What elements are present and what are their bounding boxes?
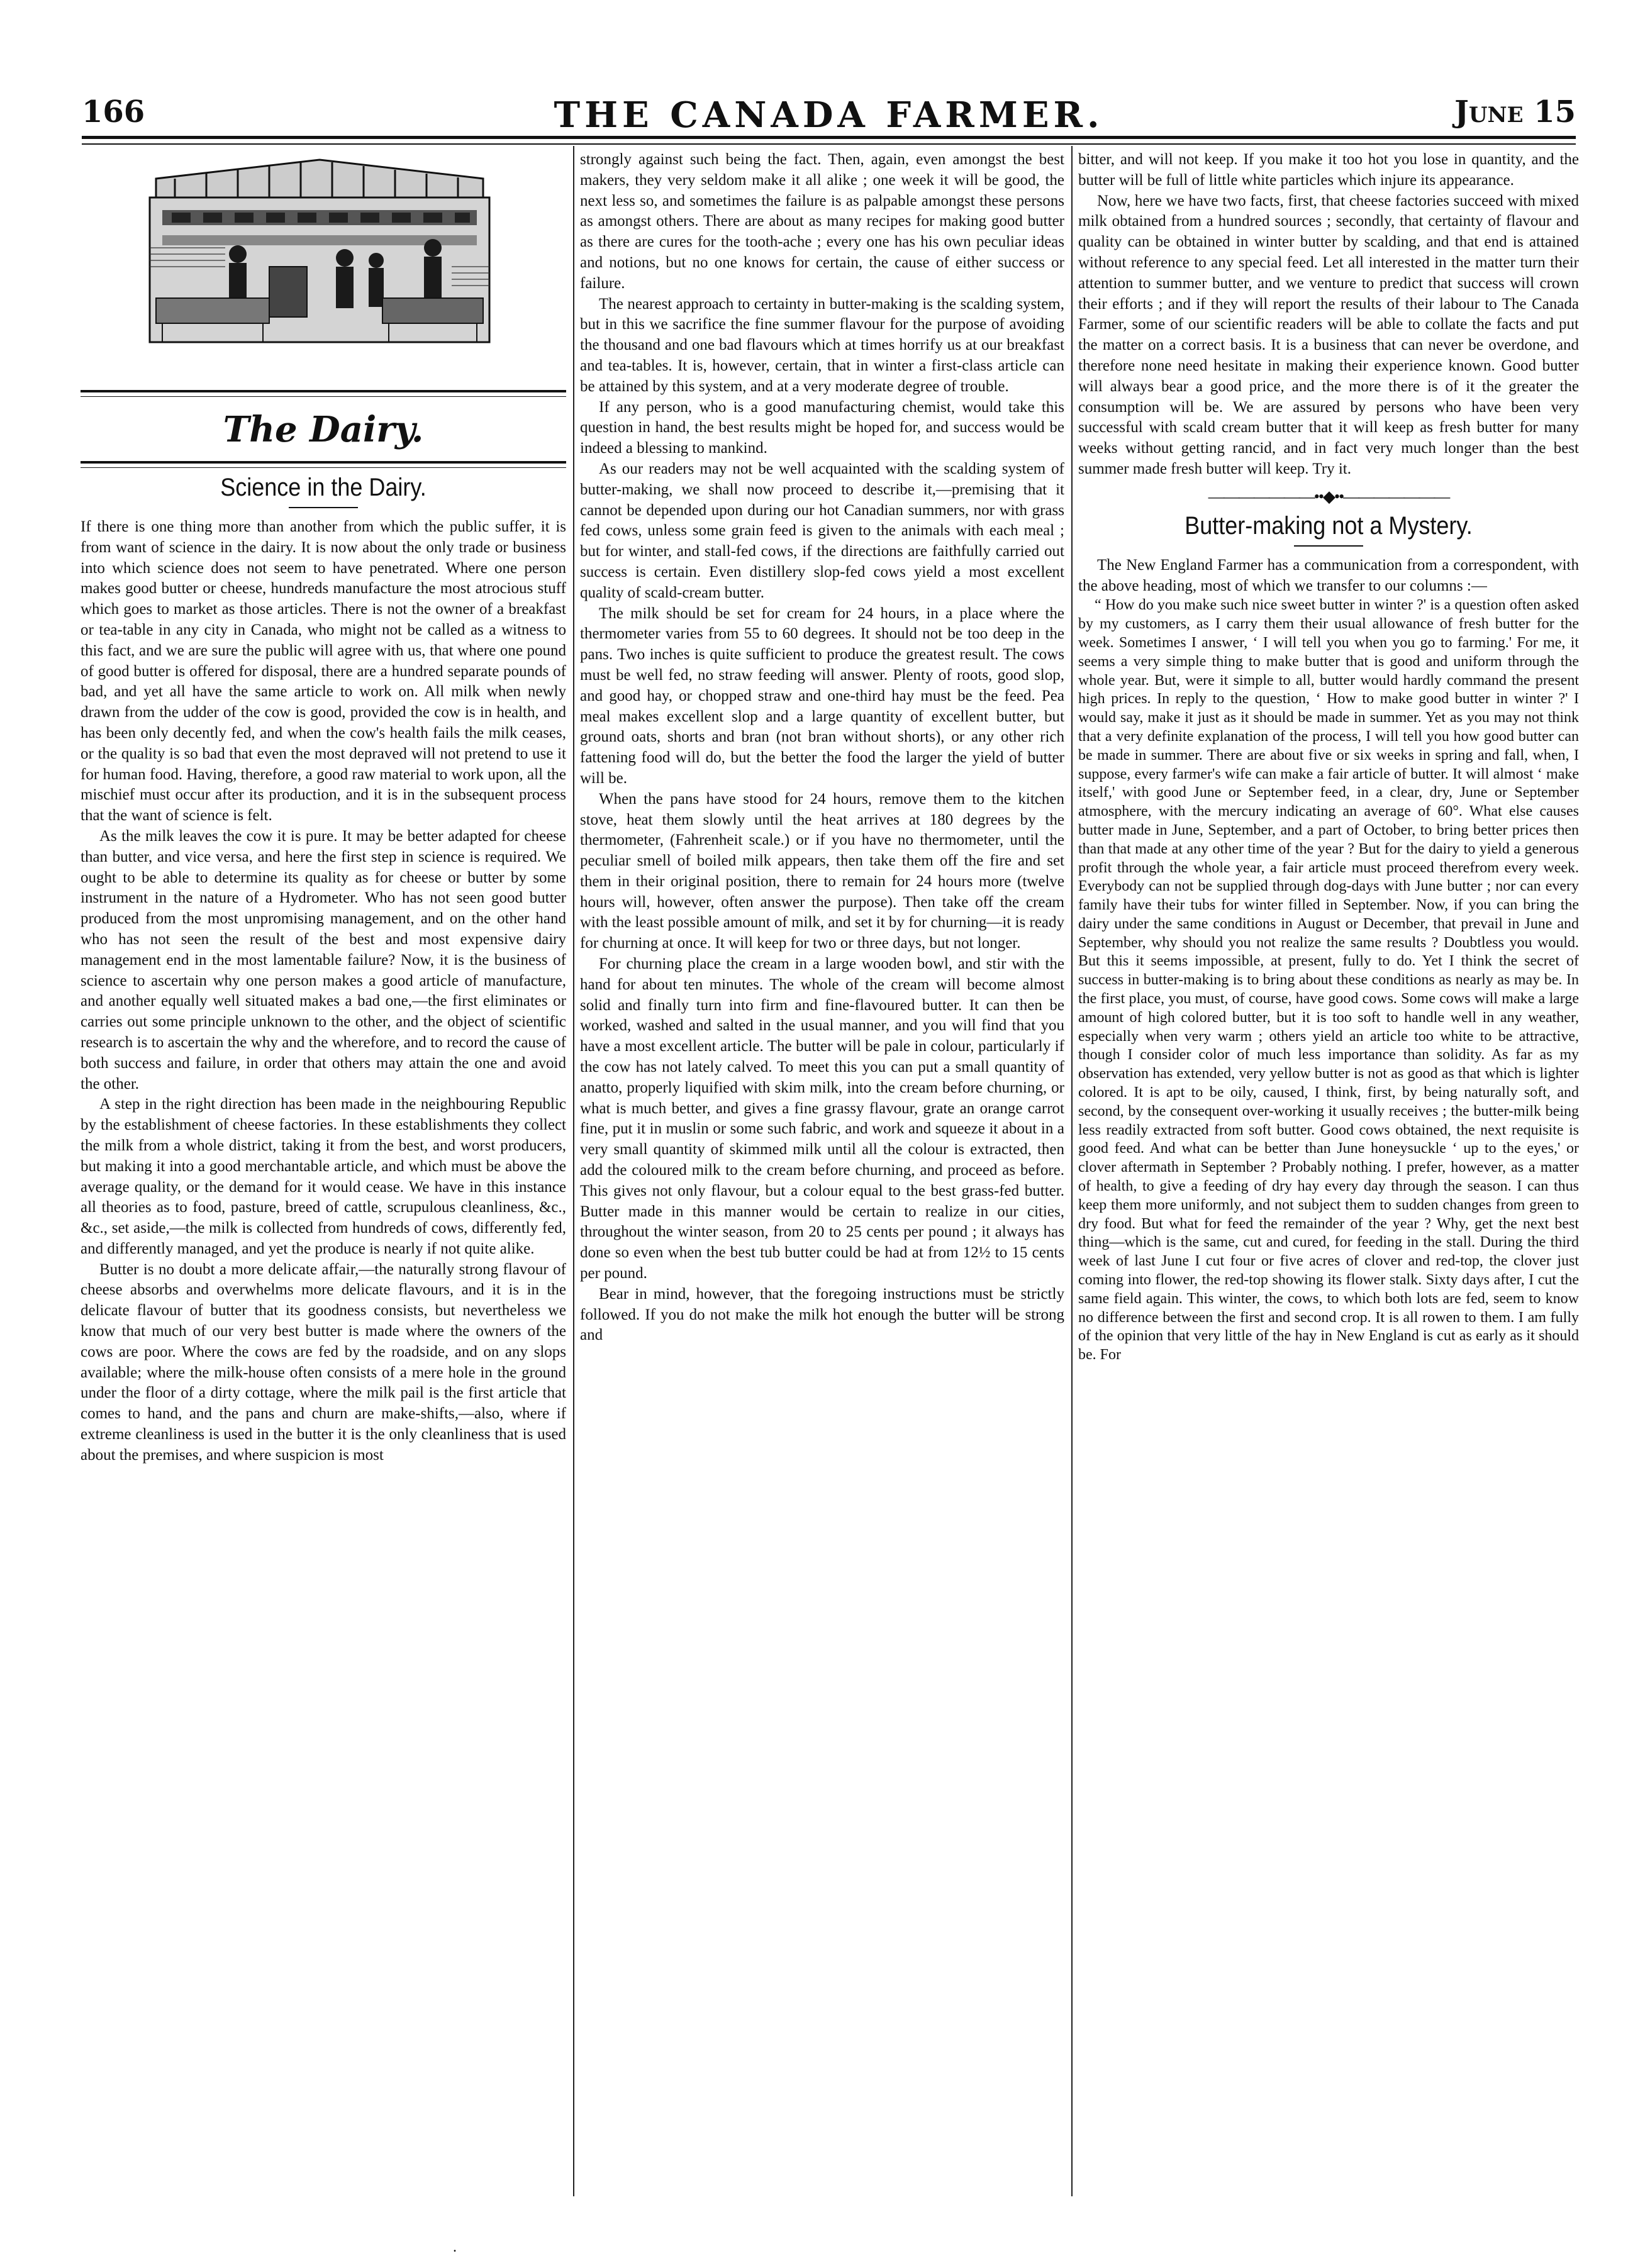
article-paragraph: The nearest approach to certainty in butter-making is the scalding system, but in this we sacrifice the fine summer flavour for the purpose of avoiding the thousand and one bad flavours which at times horrify us at our breakfast and tea-tables. It is, however, certain, that in winter a first-class article can be attained by this system, and at a very moderate degree of trouble. (580, 295, 1064, 395)
article-title: Science in the Dairy. (220, 474, 427, 501)
column-3 (1078, 150, 1579, 2200)
article-paragraph: If there is one thing more than another from which the public suffer, it is from want of science in the dairy. It is now about the only trade or business into which science does not seem to have penetrated. Where one person makes good butter or cheese, hundreds manufacture the most atrocious stuff which goes to market as those articles. There is not the owner of a breakfast or tea-table in any city in Canada, who might not be called as a witness to this fact, and we are sure the public will agree with us, that where one pound of good butter is offered for disposal, there are a hundred separate pounds of bad, and yet all have the same article to work on. All milk when newly drawn from the udder of the cow is good, provided the cow is in health, and has been only decently fed, and when the cow's health fails the milk ceases, or the quality is so bad that even the most depraved will not pretend to use it for human food. Having, therefore, a good raw material to work upon, all the mischief must occur after its production, and it is in the subsequent process that the want of science is felt. (81, 518, 566, 825)
quoted-letter (1078, 596, 1579, 1365)
article-paragraph: Bear in mind, however, that the foregoing instructions must be strictly followed. If you do not make the milk hot enough the butter will be strong and (580, 1285, 1064, 1344)
header-rule-thick (82, 136, 1576, 139)
page-number: 166 (82, 94, 145, 130)
column-1 (81, 150, 566, 2200)
article-paragraph: When the pans have stood for 24 hours, remove them to the kitchen stove, heat them slowly until the heat arrives at 180 degrees by the thermometer, (Fahrenheit scale.) or if you have no thermometer, until the peculiar smell of boiled milk appears, then take them off the fire and set them in their original position, there to remain for 24 hours more (twelve hours will, however, often answer the purpose). Then take off the cream with the least possible amount of milk, and set it by for churning—it is ready for churning at once. It will keep for two or three days, but not longer. (580, 790, 1064, 952)
section-rule (81, 396, 566, 397)
header-rule-thin (82, 143, 1576, 145)
article-paragraph: As our readers may not be well acquainted with the scalding system of butter-making, we shall now proceed to describe it,—premising that it cannot be depended upon during our hot Canadian summers, nor with grass fed cows, unless some grain feed is given to the animals with each meal ; but for winter, and stall-fed cows, if the directions are faithfully carried out success is certain. Even distillery slop-fed cows yield a most excellent quality of scald-cream butter. (580, 460, 1064, 601)
department-title: The Dairy. (223, 409, 424, 450)
section-rule (81, 467, 566, 468)
running-head (82, 94, 1576, 136)
quote-paragraph: “ How do you make such nice sweet butter in winter ?' is a question often asked by my customers, as I carry them their usual allowance of fresh butter for the week. Sometimes I answer, ‘ I will tell you when you go to farming.' For me, it seems a very simple thing to make butter that is good and uniform through the whole year. But, were it simple to all, butter would hardly command the present high prices. In reply to the question, ‘ How to make good butter in winter ?' I would say, make it just as it should be made in summer. Yet as you may not think that a very definite explanation of the process, I will tell you how good butter can be made in summer. There are about five or six weeks in spring and fall, when, I suppose, every farmer's wife can make a fair article of butter. It will almost ‘ make itself,' with good June or September feed, in a clear, dry, June or September atmosphere, with the mercury indicating an average of 60°. What else causes butter made in June, September, and a part of October, to bring better prices then than that made at any other time of the year ? But for the dairy to yield a generous profit through the whole year, a fair article must proceed therefrom every week. Everybody can not be supplied through dog-days with June butter ; nor can every family have their tubs for winter filled in September. Now, if you can bring the dairy under the same conditions in August or December, that prevail in June and September, why should you not realize the same results ? Doubtless you would. But this it seems impossible, at present, fully to do. Yet I think the secret of success in butter-making is to bring about these conditions as nearly as may be. In the first place, you must, of course, have good cows. Some cows will make a large amount of high colored butter, but it is too soft to handle well in any weather, especially when very warm ; others yield an article too white to be attractive, though I consider color of much less importance than solidity. As far as my observation has extended, very yellow butter is not as good as that which is lighter colored. It is apt to be oily, caused, I think, first, by being naturally soft, and second, by the consequent over-working it usually receives ; the butter-milk being less readily extracted from soft butter. Good cows obtained, the next requisite is good feed. And what can be better than June honeysuckle ‘ up to the eyes,' or clover aftermath in September ? Probably nothing. I prefer, however, as a matter of health, to give a feeding of dry hay every day through the season. I can thus keep them more uniformly, and not subject them to sudden changes from green to dry food. But what for feed the remainder of the year ? Why, get the next best thing—which is the same, cut and cured, for feeding in the stall. During the third week of last June I cut four or five acres of clover and red-top, the clover just coming into flower, the red-top showing its flower stalk. Sixty days after, I cut the same field again. This winter, the cows, to which both lots are fed, seem to know no difference between the first and second crop. It is all rowen to them. I am fully of the opinion that very little of the hay in New England is cut as early as it should be. For (1078, 597, 1579, 1364)
article-paragraph: Now, here we have two facts, first, that cheese factories succeed with mixed milk obtained from a hundred sources ; secondly, that certainty of flavour and quality can be obtained in winter butter by scalding, and that end is attained without reference to any special feed. Let all interested in the matter turn their attention to summer butter, and we venture to predict that success will crown their efforts ; and if they will report the results of their labour to The Canada Farmer, some of our scientific readers will be able to collate the facts and put the matter on a correct basis. It is a business that can never be overdone, and therefore none need hesitate in making their experience known. Good butter will always bear a good price, and the more there is of it the greater the consumption will be. We are assured by persons who have been very successful with scald cream butter that it will keep as fresh butter for many weeks without getting rancid, and in fact very much longer than the best summer made fresh butter will keep. Try it. (1078, 192, 1579, 477)
article-title: Butter-making not a Mystery. (1185, 511, 1473, 540)
footer-mark: . (453, 2239, 457, 2255)
article-paragraph: strongly against such being the fact. Then, again, even amongst the best makers, they very seldom make it all alike ; one week it will be good, the next less so, and sometimes the failure is as palpable amongst these persons as amongst others. There are about as many recipes for making good butter as there are cures for the tooth-ache ; every one has his own peculiar ideas and notions, but no one knows for certain, the cause of either success or failure. (580, 151, 1064, 292)
title-rule (289, 507, 358, 508)
article-paragraph: A step in the right direction has been made in the neighbouring Republic by the establishment of cheese factories. In these establishments they collect the milk from a whole district, taking it from the best, and worst producers, but making it into a good merchantable article, and which must be above the average quality, or the demand for it would cease. We have in this instance all theories as to food, pasture, breed of cattle, scrupulous cleanliness, &c., &c., set aside,—the milk is collected from hundreds of cows, differently fed, and differently managed, and yet the produce is nearly if not quite alike. (81, 1096, 566, 1257)
article-paragraph: The milk should be set for cream for 24 hours, in a place where the thermometer varies from 55 to 60 degrees. It should not be too deep in the pans. Two inches is quite sufficient to produce the greatest result. The cows must be well fed, no straw feeding will answer. Plenty of roots, good slop, and good hay, or chopped straw and one-third hay must be the feed. Pea meal makes excellent slop and a large quantity of excellent butter, but ground oats, shorts and bran (not bran without shorts), or any other rich fattening food will do, but the better the food the larger the yield of butter will be. (580, 604, 1064, 787)
dairy-engraving-icon (81, 153, 566, 386)
ornamental-rule: ―――――――••◆••――――――― (1208, 487, 1449, 506)
article-intro: The New England Farmer has a communication from a correspondent, with the above heading, most of which we transfer to our columns :— (1078, 556, 1579, 594)
journal-title: THE CANADA FARMER. (554, 94, 1104, 136)
section-rule (81, 390, 566, 392)
column-divider (1071, 146, 1073, 2196)
article-paragraph: bitter, and will not keep. If you make it too hot you lose in quantity, and the butter will be full of little white particles which injure its appearance. (1078, 151, 1579, 189)
article-paragraph: For churning place the cream in a large wooden bowl, and stir with the hand for about ten minutes. The whole of the cream will become almost solid and finally turn into firm and fine-flavoured butter. It can then be worked, washed and salted in the usual manner, and you will find that you have a most excellent article. The butter will be pale in colour, particularly if the cow has not lately calved. To meet this you can put a small quantity of anatto, properly liquified with skim milk, into the cream before churning, or what is much better, and gives a fine grassy flavour, grate an orange carrot fine, put it in muslin or some such fabric, and work and squeeze it about in a very small quantity of skimmed milk until all the colour is extracted, then add the coloured milk to the cream before churning, and proceed as before. This gives not only flavour, but a colour equal to the best grass-fed butter. Butter made in this manner would be certain to realize in our cities, throughout the winter season, from 20 to 25 cents per pound ; it always has done so even when the best tub butter could be had at from 12½ to 15 cents per pound. (580, 955, 1064, 1282)
article-paragraph: If any person, who is a good manufacturing chemist, would take this question in hand, the best results might be hoped for, and success would be indeed a blessing to mankind. (580, 398, 1064, 457)
column-divider (573, 146, 574, 2196)
article-paragraph: As the milk leaves the cow it is pure. It may be better adapted for cheese than butter, and vice versa, and here the first step in science is required. We ought to be able to determine its quality as for cheese or butter by some instrument in the nature of a Hydrometer. Who has not seen good butter produced from the most unpromising management, and on the other hand who has not seen the result of the best and most expensive dairy management end in the most lamentable failure? Now, it is the business of science to ascertain why one person makes a good article of manufacture, and another equally well situated makes a bad one,—the first eliminates or carries out some principle unknown to the other, and the object of scientific research is to ascertain the why and the wherefore, and to record the cause of both success and failure, in order that others may attain the one and avoid the other. (81, 827, 566, 1092)
section-rule (81, 461, 566, 464)
title-rule (1294, 545, 1363, 547)
column-2 (580, 150, 1064, 2200)
article-paragraph: Butter is no doubt a more delicate affair,—the naturally strong flavour of cheese absorbs and overwhelms more delicate flavours, and it is in the delicate flavour of butter that its goodness consists, but nevertheless we know that much of our very best butter is made where the owners of the cows are poor. Where the cows are fed by the roadside, and on any slops available; where the milk-house often consists of a mere hole in the ground under the floor of a dirty cottage, where the milk pail is the first article that comes to hand, and the pans and churn are make-shifts,—also, where if extreme cleanliness is used in the butter it is the only cleanliness that is used about the premises, and where suspicion is most (81, 1260, 566, 1464)
issue-date: June 15 (1454, 94, 1576, 130)
dairy-engraving (81, 153, 566, 386)
